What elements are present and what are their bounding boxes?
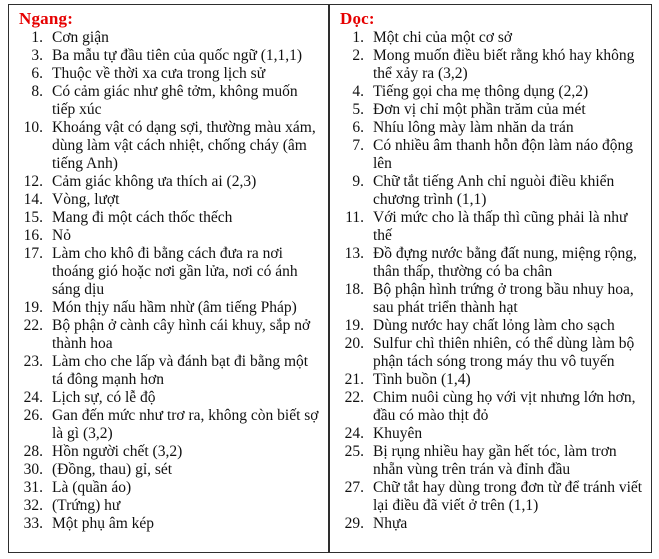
clue-number: 14. bbox=[23, 191, 43, 208]
crossword-clues-table bbox=[8, 4, 652, 553]
clue-number: 27. bbox=[344, 479, 364, 496]
across-header: Ngang: bbox=[19, 9, 74, 28]
clue-item bbox=[19, 245, 324, 299]
clue-text: (Trứng) hư bbox=[52, 497, 121, 514]
clue-number: 29. bbox=[344, 515, 364, 532]
clue-item bbox=[19, 443, 324, 461]
clue-number: 15. bbox=[23, 209, 43, 226]
clue-list bbox=[19, 29, 324, 533]
clue-item bbox=[19, 389, 324, 407]
clue-number: 32. bbox=[23, 497, 43, 514]
clue-number: 12. bbox=[23, 173, 43, 190]
clue-text: Làm cho khô đi bằng cách đưa ra nơi thoáng gió hoặc nơi gần lửa, nơi có ánh sáng dịu bbox=[52, 245, 298, 298]
clue-text: (Đồng, thau) gỉ, sét bbox=[52, 461, 173, 478]
clue-item bbox=[19, 515, 324, 533]
clue-text: Ba mẫu tự đầu tiên của quốc ngữ (1,1,1) bbox=[52, 47, 303, 64]
clue-number: 6. bbox=[31, 65, 43, 82]
clue-item bbox=[19, 47, 324, 65]
clue-number: 33. bbox=[23, 515, 43, 532]
clue-item bbox=[340, 371, 647, 389]
clue-text: Đơn vị chỉ một phần trăm của mét bbox=[373, 101, 586, 118]
clue-number: 25. bbox=[344, 443, 364, 460]
clue-number: 30. bbox=[23, 461, 43, 478]
clue-item bbox=[19, 173, 324, 191]
clue-text: Chim nuôi cùng họ với vịt nhưng lớn hơn, đầu có mào thịt đỏ bbox=[373, 389, 636, 424]
clue-text: Tình buồn (1,4) bbox=[373, 371, 471, 388]
clue-item bbox=[340, 119, 647, 137]
clue-item bbox=[340, 245, 647, 281]
clue-number: 1. bbox=[31, 29, 43, 46]
clue-item bbox=[340, 317, 647, 335]
clue-item bbox=[340, 281, 647, 317]
clue-item bbox=[340, 389, 647, 425]
clue-text: Một chi của một cơ sở bbox=[373, 29, 513, 46]
clue-text: Nhựa bbox=[373, 515, 408, 532]
clue-text: Dùng nước hay chất lỏng làm cho sạch bbox=[373, 317, 615, 334]
clue-text: Sulfur chì thiên nhiên, có thể dùng làm bộ phận tách sóng trong máy thu vô tuyến bbox=[373, 335, 635, 370]
clue-number: 23. bbox=[23, 353, 43, 370]
clue-number: 16. bbox=[23, 227, 43, 244]
clue-item bbox=[19, 227, 324, 245]
clue-item bbox=[19, 497, 324, 515]
clue-text: Nỏ bbox=[52, 227, 71, 244]
clue-number: 5. bbox=[352, 101, 364, 118]
clue-text: Chữ tắt hay dùng trong đơn từ để tránh viết lại điều đã viết ở trên (1,1) bbox=[373, 479, 643, 514]
clue-text: Làm cho che lấp và đánh bạt đi bằng một tá đông mạnh hơn bbox=[52, 353, 309, 388]
clue-number: 21. bbox=[344, 371, 364, 388]
clue-item bbox=[19, 209, 324, 227]
clue-item bbox=[340, 479, 647, 515]
clue-number: 31. bbox=[23, 479, 43, 496]
clue-text: Bộ phận ở cành cây hình cái khuy, sắp nở thành hoa bbox=[52, 317, 311, 352]
clue-item bbox=[19, 353, 324, 389]
clue-number: 4. bbox=[352, 83, 364, 100]
clue-text: Tiếng gọi cha mẹ thông dụng (2,2) bbox=[373, 83, 589, 100]
clue-number: 22. bbox=[23, 317, 43, 334]
clue-text: Gan đến mức như trơ ra, không còn biết sợ là gì (3,2) bbox=[52, 407, 319, 442]
clue-item bbox=[19, 407, 324, 443]
clue-text: Một phụ âm kép bbox=[52, 515, 155, 532]
clue-number: 9. bbox=[352, 173, 364, 190]
clue-text: Bị rụng nhiều hay gần hết tóc, làm trơn nhẵn vùng trên trán và đỉnh đầu bbox=[373, 443, 617, 478]
clue-text: Cơn giận bbox=[52, 29, 109, 46]
clue-number: 7. bbox=[352, 137, 364, 154]
clue-item bbox=[340, 137, 647, 173]
clue-item bbox=[340, 425, 647, 443]
clue-number: 20. bbox=[344, 335, 364, 352]
clue-item bbox=[340, 443, 647, 479]
clue-item bbox=[19, 119, 324, 173]
clue-number: 19. bbox=[344, 317, 364, 334]
clue-number: 2. bbox=[352, 47, 364, 64]
clue-text: Vòng, lượt bbox=[52, 191, 120, 208]
clue-item bbox=[340, 335, 647, 371]
clue-number: 13. bbox=[344, 245, 364, 262]
clue-text: Mong muốn điều biết rằng khó hay không thể xảy ra (3,2) bbox=[373, 47, 635, 82]
clue-text: Là (quần áo) bbox=[52, 479, 132, 496]
across-column bbox=[9, 5, 330, 552]
clue-text: Chữ tắt tiếng Anh chỉ nguòi điều khiển chương trình (1,1) bbox=[373, 173, 615, 208]
down-header: Dọc: bbox=[340, 9, 375, 28]
clue-number: 19. bbox=[23, 299, 43, 316]
clue-number: 28. bbox=[23, 443, 43, 460]
clue-text: Nhíu lông mày làm nhăn da trán bbox=[373, 119, 574, 136]
clue-item bbox=[340, 83, 647, 101]
clue-number: 26. bbox=[23, 407, 43, 424]
clue-text: Có nhiều âm thanh hỗn độn làm náo động lên bbox=[373, 137, 634, 172]
clue-text: Món thịy nấu hầm nhừ (âm tiếng Pháp) bbox=[52, 299, 297, 316]
clue-text: Mang đi một cách thốc thếch bbox=[52, 209, 233, 226]
clue-number: 22. bbox=[344, 389, 364, 406]
clue-item bbox=[340, 47, 647, 83]
clue-number: 1. bbox=[352, 29, 364, 46]
clue-number: 10. bbox=[23, 119, 43, 136]
clue-text: Thuộc về thời xa cưa trong lịch sử bbox=[52, 65, 266, 82]
clue-text: Hồn người chết (3,2) bbox=[52, 443, 183, 460]
clue-item bbox=[340, 173, 647, 209]
clue-text: Bộ phận hình trứng ở trong bầu nhuy hoa, sau phát triển thành hạt bbox=[373, 281, 634, 316]
clue-item bbox=[19, 65, 324, 83]
clue-number: 17. bbox=[23, 245, 43, 262]
clue-text: Có cảm giác như ghê tởm, không muốn tiếp xúc bbox=[52, 83, 298, 118]
clue-item bbox=[340, 101, 647, 119]
clue-item bbox=[19, 29, 324, 47]
clue-item bbox=[340, 29, 647, 47]
clue-text: Cảm giác không ưa thích ai (2,3) bbox=[52, 173, 257, 190]
clue-item bbox=[19, 461, 324, 479]
clue-text: Lịch sự, có lễ độ bbox=[52, 389, 156, 406]
clue-item bbox=[19, 299, 324, 317]
clue-text: Đồ đựng nước bằng đất nung, miệng rộng, thân thấp, thường có ba chân bbox=[373, 245, 637, 280]
clue-number: 6. bbox=[352, 119, 364, 136]
clue-text: Khuyên bbox=[373, 425, 423, 442]
clue-item bbox=[19, 317, 324, 353]
clue-item bbox=[340, 515, 647, 533]
clue-number: 24. bbox=[23, 389, 43, 406]
down-column bbox=[330, 5, 651, 552]
clue-item bbox=[19, 83, 324, 119]
clue-number: 24. bbox=[344, 425, 364, 442]
clue-item bbox=[19, 191, 324, 209]
clue-item bbox=[340, 209, 647, 245]
clue-text: Với mức cho là thấp thì cũng phải là như thế bbox=[373, 209, 628, 244]
clue-item bbox=[19, 479, 324, 497]
clue-list bbox=[340, 29, 647, 533]
clue-number: 18. bbox=[344, 281, 364, 298]
clue-text: Khoáng vật có dạng sợi, thường màu xám, dùng làm vật cách nhiệt, chống cháy (âm tiếng Anh) bbox=[52, 119, 316, 172]
clue-number: 11. bbox=[345, 209, 364, 226]
clue-number: 3. bbox=[31, 47, 43, 64]
clue-number: 8. bbox=[31, 83, 43, 100]
